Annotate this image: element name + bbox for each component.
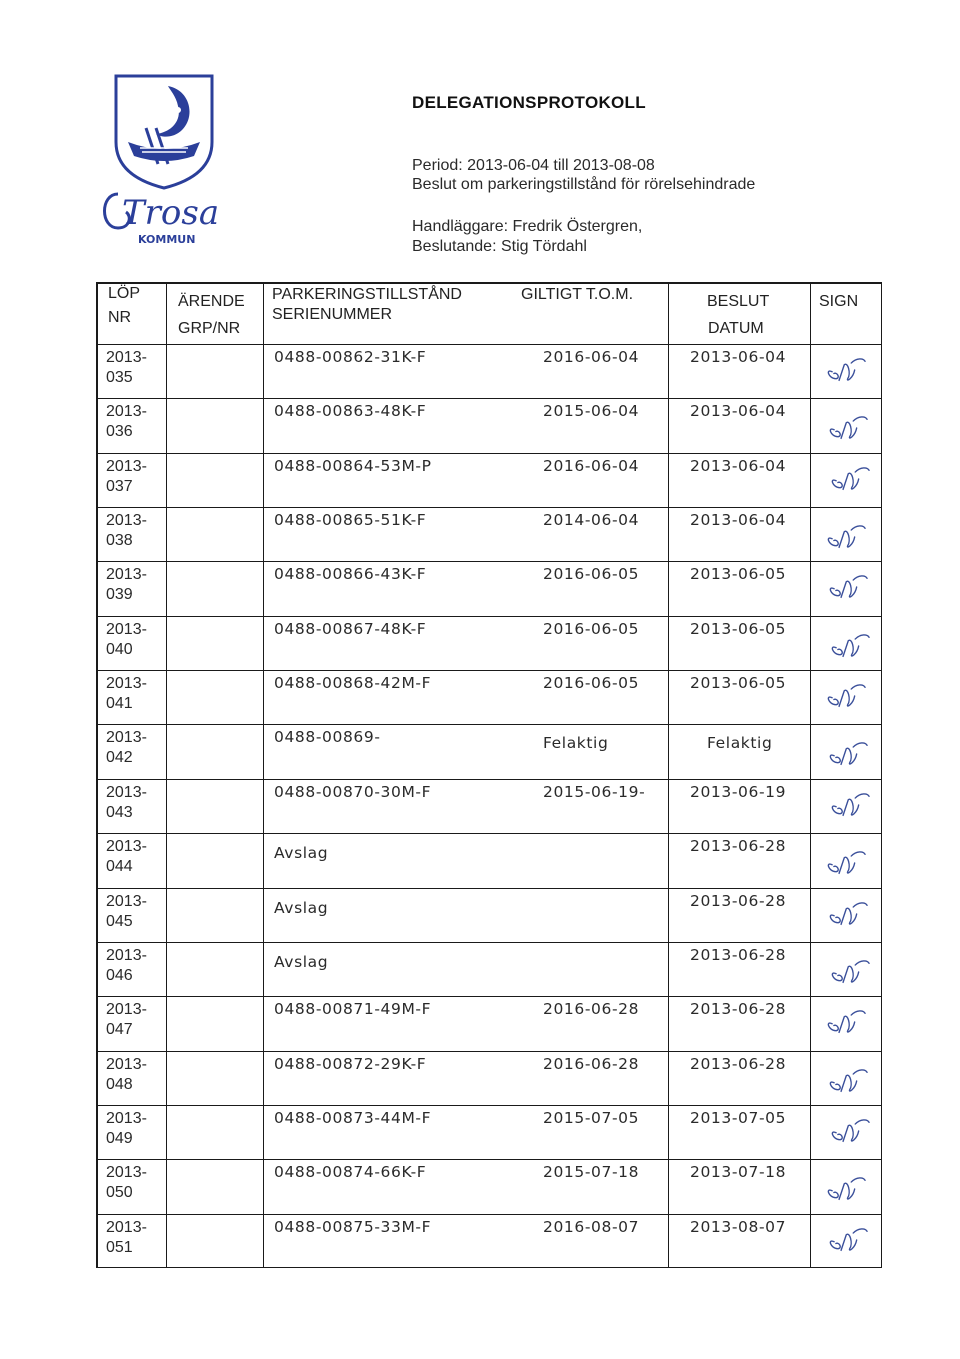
lop-year: 2013- xyxy=(106,946,147,964)
serial-number: 0488-00873-44M-F xyxy=(274,1108,432,1127)
decision-date: 2013-06-28 xyxy=(690,1054,787,1073)
serial-number: 0488-00868-42M-F xyxy=(274,674,432,693)
table-row xyxy=(96,561,882,615)
table-row xyxy=(96,833,882,887)
lop-year: 2013- xyxy=(106,1001,147,1019)
lop-year: 2013- xyxy=(106,1109,147,1127)
lop-year: 2013- xyxy=(106,512,147,530)
col-header-permit-1: PARKERINGSTILLSTÅND xyxy=(272,286,462,303)
table-row xyxy=(96,779,882,833)
serial-number: 0488-00869- xyxy=(274,728,381,747)
valid-until: 2015-06-19- xyxy=(543,782,646,801)
decision-date: Felaktig xyxy=(707,734,773,753)
serial-number: Avslag xyxy=(274,844,329,863)
subject-text: Beslut om parkeringstillstånd för rörelsehindrade xyxy=(412,176,756,193)
valid-until: 2016-06-28 xyxy=(543,1054,640,1073)
decision-date: 2013-06-05 xyxy=(690,565,787,584)
decision-date: 2013-06-28 xyxy=(690,891,787,910)
serial-number: 0488-00870-30M-F xyxy=(274,782,432,801)
valid-until: Felaktig xyxy=(543,734,609,753)
lop-year: 2013- xyxy=(106,349,147,366)
signature-mark xyxy=(822,408,874,448)
col-header-decision-2: DATUM xyxy=(708,320,764,337)
period-text: Period: 2013-06-04 till 2013-08-08 xyxy=(412,157,655,174)
decision-date: 2013-06-28 xyxy=(690,945,787,964)
valid-until: 2015-07-18 xyxy=(543,1163,640,1182)
serial-number: 0488-00864-53M-P xyxy=(274,456,432,475)
signature-mark xyxy=(822,734,874,774)
lop-year: 2013- xyxy=(106,1055,147,1073)
lop-number: 042 xyxy=(106,749,133,767)
col-header-valid: GILTIGT T.O.M. xyxy=(521,286,634,303)
valid-until: 2015-07-05 xyxy=(543,1108,640,1127)
decision-date: 2013-06-04 xyxy=(690,511,787,530)
decision-date: 2013-06-05 xyxy=(690,619,787,638)
lop-number: 046 xyxy=(106,966,133,984)
signature-mark xyxy=(822,1061,874,1101)
valid-until: 2016-06-04 xyxy=(543,348,640,366)
svg-text:Trosa: Trosa xyxy=(122,193,220,233)
table-row xyxy=(96,1105,882,1159)
table-row xyxy=(96,996,882,1050)
col-header-arende-2: GRP/NR xyxy=(178,320,241,337)
lop-number: 038 xyxy=(106,532,133,550)
serial-number: 0488-00867-48K-F xyxy=(274,619,427,638)
decision-date: 2013-06-04 xyxy=(690,402,787,421)
lop-number: 047 xyxy=(106,1021,133,1039)
serial-number: 0488-00862-31K-F xyxy=(274,348,427,366)
serial-number: Avslag xyxy=(274,952,329,971)
decision-date: 2013-06-28 xyxy=(690,837,787,856)
valid-until: 2016-06-28 xyxy=(543,1000,640,1019)
table-border-top xyxy=(96,282,882,284)
serial-number: 0488-00872-29K-F xyxy=(274,1054,427,1073)
lop-year: 2013- xyxy=(106,783,147,801)
lop-year: 2013- xyxy=(106,1218,147,1236)
handler-text: Handläggare: Fredrik Östergren, xyxy=(412,218,643,235)
serial-number: 0488-00874-66K-F xyxy=(274,1163,427,1182)
valid-until: 2016-06-04 xyxy=(543,456,640,475)
lop-number: 045 xyxy=(106,912,133,930)
signature-mark xyxy=(820,350,872,390)
decision-date: 2013-06-04 xyxy=(690,456,787,475)
table-row xyxy=(96,724,882,778)
coat-of-arms-icon xyxy=(112,72,216,190)
lop-number: 040 xyxy=(106,640,133,658)
lop-number: 048 xyxy=(106,1075,133,1093)
table-row xyxy=(96,398,882,452)
lop-number: 044 xyxy=(106,858,133,876)
table-row xyxy=(96,1214,882,1268)
col-header-permit-2: SERIENUMMER xyxy=(272,306,393,323)
trosa-kommun-logo xyxy=(96,70,246,245)
signature-mark xyxy=(824,785,876,825)
table-row xyxy=(96,670,882,724)
lop-year: 2013- xyxy=(106,892,147,910)
valid-until: 2014-06-04 xyxy=(543,511,640,530)
signature-mark xyxy=(824,626,876,666)
valid-until: 2015-06-04 xyxy=(543,402,640,421)
decision-date: 2013-07-05 xyxy=(690,1108,787,1127)
decision-date: 2013-07-18 xyxy=(690,1163,787,1182)
table-row xyxy=(96,616,882,670)
document-title: DELEGATIONSPROTOKOLL xyxy=(412,93,646,112)
lop-number: 036 xyxy=(106,423,133,441)
serial-number: Avslag xyxy=(274,898,329,917)
decision-date: 2013-06-28 xyxy=(690,1000,787,1019)
decision-date: 2013-06-19 xyxy=(690,782,787,801)
col-header-lop-1: LÖP xyxy=(108,285,141,302)
table-row xyxy=(96,942,882,996)
lop-year: 2013- xyxy=(106,675,147,693)
decider-text: Beslutande: Stig Tördahl xyxy=(412,238,587,255)
lop-number: 051 xyxy=(106,1238,133,1256)
serial-number: 0488-00863-48K-F xyxy=(274,402,427,421)
decision-date: 2013-06-04 xyxy=(690,348,787,366)
lop-year: 2013- xyxy=(106,566,147,584)
table-row xyxy=(96,1159,882,1213)
col-header-decision-1: BESLUT xyxy=(707,293,770,310)
signature-mark xyxy=(820,517,872,557)
lop-year: 2013- xyxy=(106,403,147,421)
signature-mark xyxy=(824,952,876,992)
signature-mark xyxy=(822,567,874,607)
signature-mark xyxy=(820,1002,872,1042)
lop-number: 050 xyxy=(106,1184,133,1202)
lop-number: 043 xyxy=(106,803,133,821)
lop-year: 2013- xyxy=(106,1164,147,1182)
trosa-wordmark xyxy=(96,188,246,246)
decision-date: 2013-06-05 xyxy=(690,674,787,693)
table-row xyxy=(96,507,882,561)
lop-number: 035 xyxy=(106,369,133,386)
serial-number: 0488-00875-33M-F xyxy=(274,1217,432,1236)
col-header-arende-1: ÄRENDE xyxy=(178,293,245,310)
lop-year: 2013- xyxy=(106,729,147,747)
lop-year: 2013- xyxy=(106,620,147,638)
svg-text:KOMMUN: KOMMUN xyxy=(138,233,196,246)
table-row xyxy=(96,453,882,507)
signature-mark xyxy=(824,1111,876,1151)
valid-until: 2016-06-05 xyxy=(543,565,640,584)
signature-mark xyxy=(820,843,872,883)
signature-mark xyxy=(820,1169,872,1209)
signature-mark xyxy=(820,676,872,716)
valid-until: 2016-08-07 xyxy=(543,1217,640,1236)
lop-number: 037 xyxy=(106,477,133,495)
signature-mark xyxy=(822,1220,874,1260)
col-header-lop-2: NR xyxy=(108,309,132,326)
table-row xyxy=(96,1051,882,1105)
col-header-sign: SIGN xyxy=(819,293,859,310)
signature-mark xyxy=(822,894,874,934)
decision-date: 2013-08-07 xyxy=(690,1217,787,1236)
lop-year: 2013- xyxy=(106,838,147,856)
protocol-table xyxy=(96,282,882,1268)
serial-number: 0488-00871-49M-F xyxy=(274,1000,432,1019)
signature-mark xyxy=(824,459,876,499)
lop-number: 041 xyxy=(106,695,133,713)
lop-number: 049 xyxy=(106,1129,133,1147)
serial-number: 0488-00866-43K-F xyxy=(274,565,427,584)
valid-until: 2016-06-05 xyxy=(543,674,640,693)
lop-year: 2013- xyxy=(106,457,147,475)
valid-until: 2016-06-05 xyxy=(543,619,640,638)
table-row xyxy=(96,888,882,942)
lop-number: 039 xyxy=(106,586,133,604)
table-row xyxy=(96,344,882,398)
serial-number: 0488-00865-51K-F xyxy=(274,511,427,530)
